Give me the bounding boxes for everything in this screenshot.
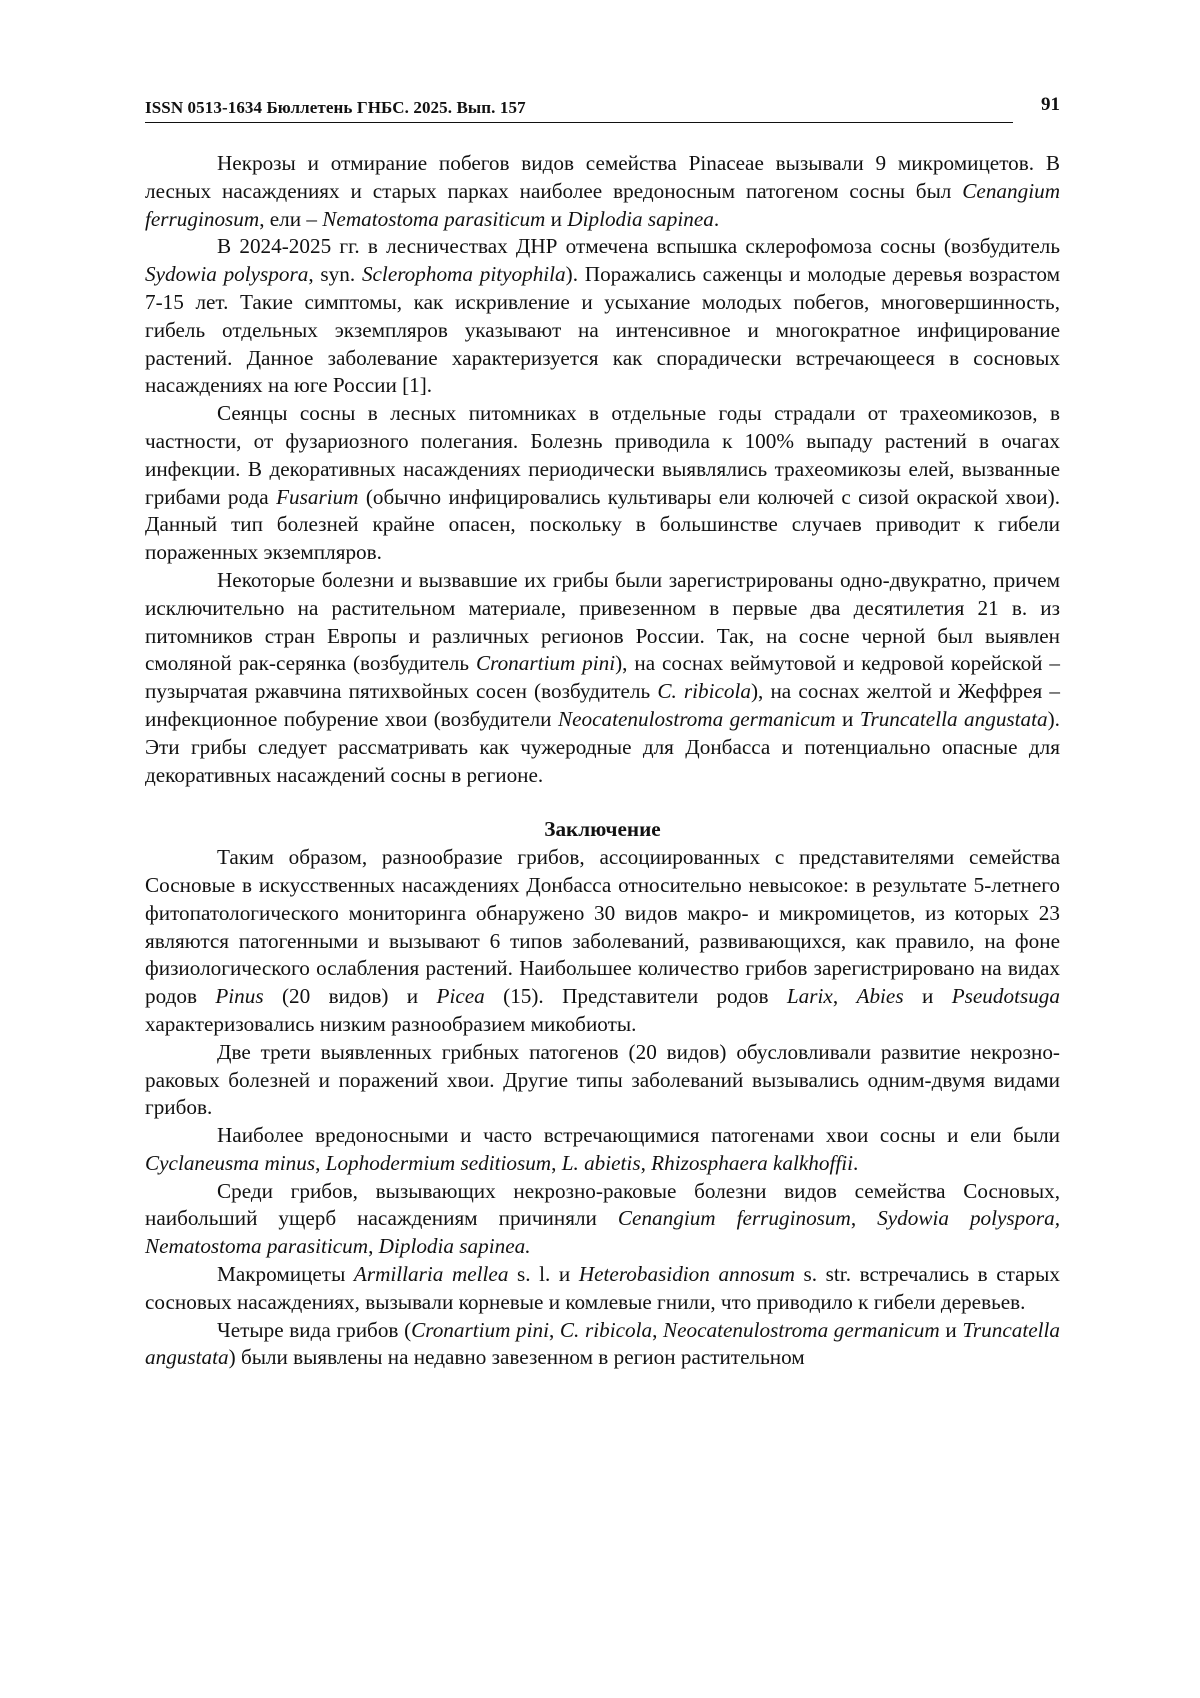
text-run: В 2024-2025 гг. в лесничествах ДНР отмечена вспышка склерофомоза сосны (возбудитель	[217, 234, 1060, 259]
italic-term: C. ribicola	[657, 679, 751, 704]
text-run: , syn.	[308, 262, 362, 287]
text-run: ). Поражались саженцы и молодые деревья возрастом 7-15 лет. Такие симптомы, как искривление и усыхание молодых побегов, многовершинность, гибель отдельных экземпляров указывают на интенсивное и многократное инфицирование растений. Данное заболевание характеризуется как спорадически встречающееся в сосновых насаждениях на юге России [1].	[145, 262, 1060, 398]
italic-term: Neocatenulostroma germanicum	[558, 706, 836, 731]
italic-term: Cenangium ferruginosum	[145, 178, 1060, 231]
paragraph	[145, 844, 1060, 1039]
text-run: и	[939, 1317, 963, 1342]
page-number: 91	[1041, 94, 1060, 115]
italic-term: Abies	[856, 984, 904, 1009]
paragraph	[145, 400, 1060, 567]
italic-term: Fusarium	[276, 484, 359, 509]
text-run: ,	[551, 1150, 562, 1175]
text-run: ,	[832, 984, 857, 1009]
conclusion-section	[145, 844, 1060, 1372]
text-run: и	[903, 984, 952, 1009]
italic-term: Diplodia sapinea	[567, 206, 714, 231]
italic-term: Truncatella angustata	[145, 1317, 1061, 1370]
italic-term: Pseudotsuga	[951, 984, 1060, 1009]
italic-term: Larix	[786, 984, 833, 1009]
text-run: .	[713, 206, 720, 231]
text-run: Таким образом, разнообразие грибов, ассоциированных с представителями семейства Сосновые в искусственных насаждениях Донбасса относительно невысокое: в результате 5-летнего фитопатологического мониторинга обнаружено 30 видов макро- и микромицетов, из которых 23 являются патогенными и вызывают 6 типов заболеваний, развивающихся, как правило, на фоне физиологического ослабления растений. Наибольшее количество грибов зарегистрировано на видах родов	[145, 845, 1060, 1009]
italic-term: Picea	[436, 984, 485, 1009]
text-run: .	[853, 1150, 859, 1175]
paragraph	[145, 1261, 1060, 1317]
italic-term: Nematostoma parasiticum	[322, 206, 546, 231]
text-run: ), на соснах желтой и Жеффрея – инфекционное побурение хвои (возбудители	[145, 679, 1060, 731]
journal-citation: ISSN 0513-1634 Бюллетень ГНБС. 2025. Вып. 157	[145, 98, 526, 117]
text-run: (20 видов) и	[263, 984, 437, 1009]
italic-term: Sydowia polyspora, Nematostoma parasiticum	[145, 1206, 1061, 1259]
text-run: ,	[850, 1206, 878, 1231]
text-run: ), на соснах веймутовой и кедровой корейской – пузырчатая ржавчина пятихвойных сосен (возбудитель	[145, 651, 1060, 704]
italic-term: Diplodia sapinea.	[378, 1234, 531, 1259]
header-rule	[145, 122, 1013, 123]
italic-term: Sclerophoma pityophila	[361, 262, 566, 287]
text-run: , ели –	[259, 206, 323, 231]
text-run: Наиболее вредоносными и часто встречающимися патогенами хвои сосны и ели были	[217, 1123, 1060, 1148]
text-run: Среди грибов, вызывающих некрозно-раковые болезни видов семейства Сосновых, наибольший ущерб насаждениям причиняли	[145, 1178, 1060, 1231]
italic-term: C. ribicola	[559, 1317, 653, 1342]
italic-term: Cronartium pini	[475, 651, 616, 676]
italic-term: Cyclaneusma minus	[145, 1150, 316, 1175]
main-section	[145, 150, 1060, 789]
paragraph	[145, 1317, 1060, 1373]
italic-term: Truncatella angustata	[859, 706, 1048, 731]
text-run: ,	[549, 1317, 560, 1342]
italic-term: Rhizosphaera kalkhoffii	[651, 1150, 854, 1175]
text-run: ) были выявлены на недавно завезенном в регион растительном	[228, 1345, 805, 1370]
text-run: Некоторые болезни и вызвавшие их грибы были зарегистрированы одно-двукратно, причем исключительно на растительном материале, привезенном в первые два десятилетия 21 в. из питомников стран Европы и различных регионов России. Так, на сосне черной был выявлен смоляной рак-серянка (возбудитель	[145, 567, 1060, 676]
text-run: ,	[640, 1150, 652, 1175]
text-run: и	[835, 706, 860, 731]
text-run: ,	[368, 1234, 379, 1259]
text-run: Некрозы и отмирание побегов видов семейства Pinaceae вызывали 9 микромицетов. В лесных насаждениях и старых парках наиболее вредоносным патогеном сосны был	[145, 151, 1060, 203]
text-run: Сеянцы сосны в лесных питомниках в отдельные годы страдали от трахеомикозов, в частности, от фузариозного полегания. Болезнь приводила к 100% выпаду растений в очагах инфекции. В декоративных насаждениях периодически выявлялись трахеомикозы елей, вызванные грибами рода	[145, 401, 1060, 509]
paragraph	[145, 233, 1060, 400]
italic-term: Cronartium pini	[411, 1317, 549, 1342]
text-run: ,	[315, 1150, 326, 1175]
text-run: и	[545, 206, 568, 231]
section-heading: Заключение	[544, 817, 661, 842]
paragraph	[145, 567, 1060, 789]
italic-term: Pinus	[215, 984, 264, 1009]
paragraph	[145, 150, 1060, 233]
italic-term: Heterobasidion annosum	[578, 1262, 795, 1287]
text-run: (обычно инфицировались культивары ели колючей с сизой окраской хвои). Данный тип болезней крайне опасен, поскольку в большинстве случаев приводит к гибели пораженных экземпляров.	[145, 484, 1060, 565]
article-body	[145, 150, 1060, 1372]
paragraph	[145, 1122, 1060, 1178]
text-run: Макромицеты	[217, 1262, 354, 1287]
paragraph	[145, 1039, 1060, 1122]
text-run: ). Эти грибы следует рассматривать как чужеродные для Донбасса и потенциально опасные для декоративных насаждений сосны в регионе.	[145, 706, 1060, 787]
paragraph	[145, 1178, 1060, 1261]
italic-term: Neocatenulostroma germanicum	[663, 1317, 940, 1342]
text-run: (15). Представители родов	[484, 984, 787, 1009]
italic-term: Sydowia polyspora	[145, 262, 309, 287]
italic-term: Lophodermium seditiosum	[325, 1150, 552, 1175]
text-run: Две трети выявленных грибных патогенов (20 видов) обусловливали развитие некрозно-раковых болезней и поражений хвои. Другие типы заболеваний вызывались одним-двумя видами грибов.	[145, 1039, 1060, 1120]
text-run: s. l. и	[508, 1262, 579, 1287]
text-run: s. str. встречались в старых сосновых насаждениях, вызывали корневые и комлевые гнили, что приводило к гибели деревьев.	[145, 1262, 1060, 1314]
italic-term: Cenangium ferruginosum	[617, 1206, 851, 1231]
text-run: ,	[652, 1317, 663, 1342]
text-run: характеризовались низким разнообразием микобиоты.	[145, 1011, 637, 1036]
text-run: Четыре вида грибов (	[217, 1317, 412, 1342]
italic-term: L. abietis	[561, 1150, 641, 1175]
italic-term: Armillaria mellea	[353, 1262, 509, 1287]
